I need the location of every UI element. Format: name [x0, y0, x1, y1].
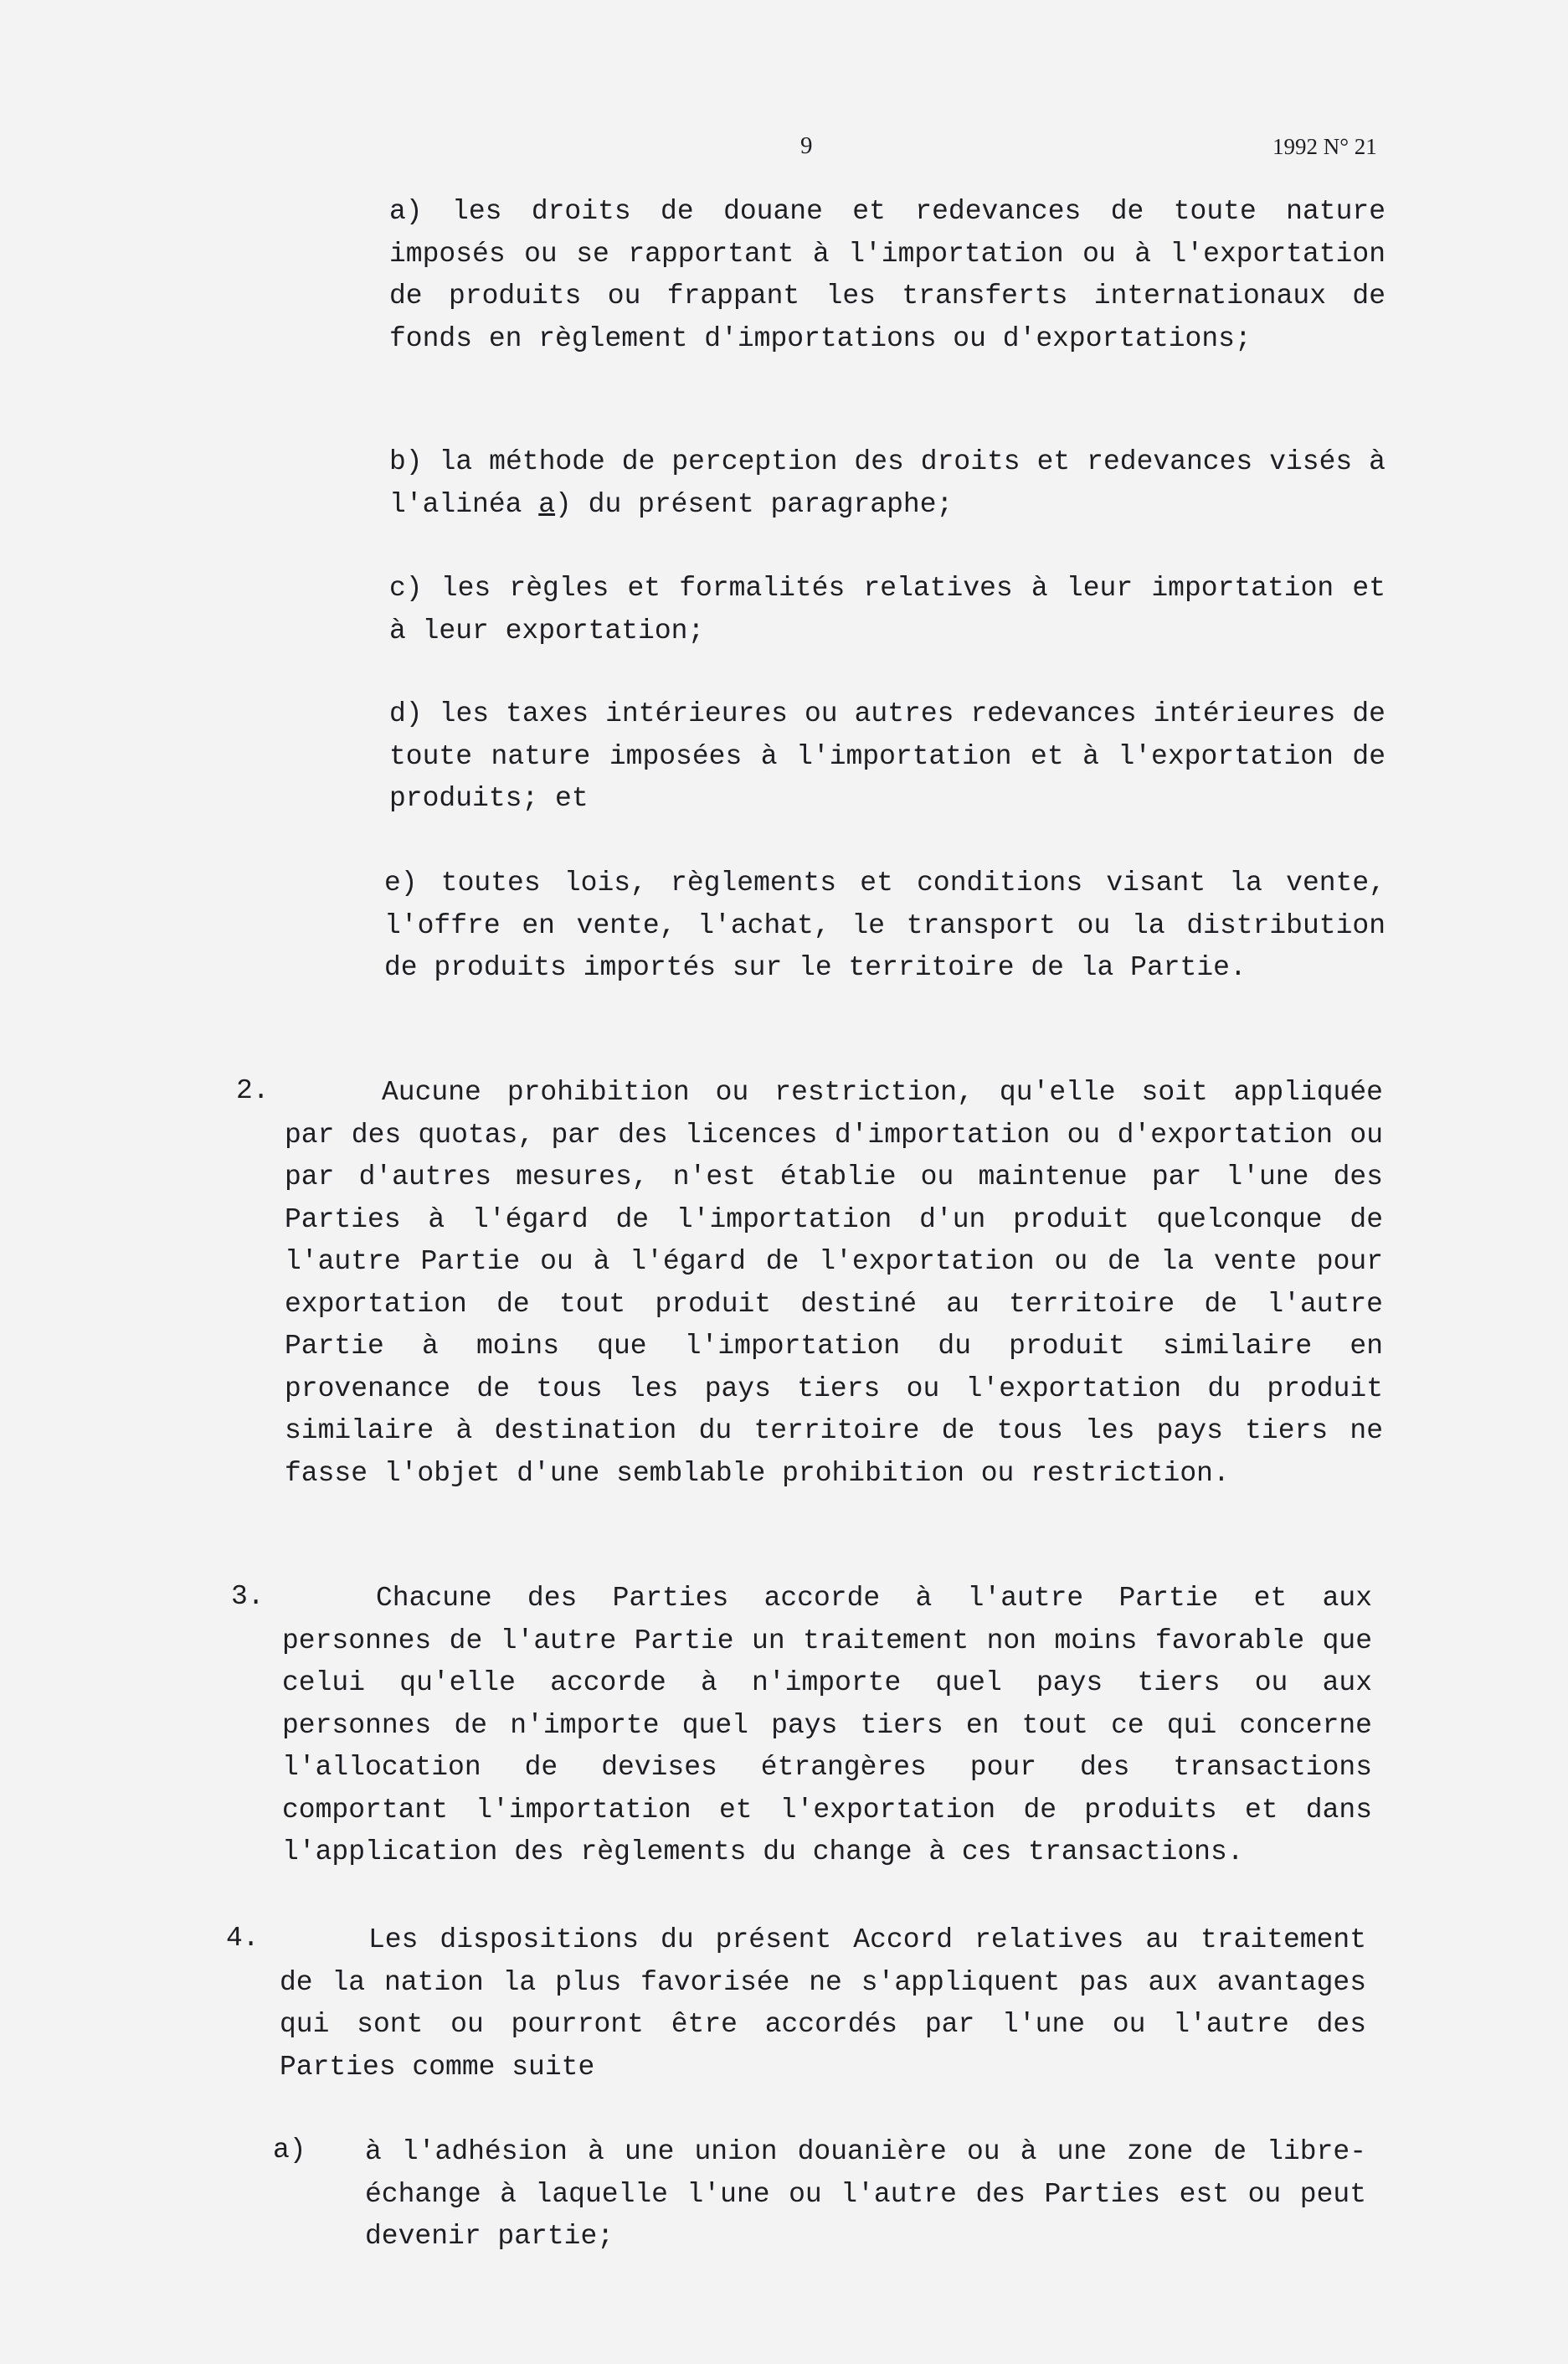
paragraph-4-item-a-letter: a) [273, 2135, 306, 2166]
item-a: a) les droits de douane et redevances de toute nature imposés ou se rapportant à l'importation ou à l'exportation de produits ou frappant les transferts internationaux de fonds en règlement d'importations ou d'exportations; [389, 196, 1385, 354]
item-b [389, 441, 1385, 526]
item-d: d) les taxes intérieures ou autres redevances intérieures de toute nature imposées à l'importation et à l'exportation de produits; et [389, 698, 1385, 814]
paragraph-2-number: 2. [236, 1075, 270, 1106]
page-number: 9 [800, 132, 813, 159]
paragraph-3: Chacune des Parties accorde à l'autre Partie et aux personnes de l'autre Partie un traitement non moins favorable que celui qu'elle accorde à n'importe quel pays tiers ou aux personnes de n'importe quel pays tiers en tout ce qui concerne l'allocation de devises étrangères pour des transactions comportant l'importation et l'exportation de produits et dans l'application des règlements du change à ces transactions. [282, 1583, 1372, 1867]
item-c: c) les règles et formalités relatives à leur importation et à leur exportation; [389, 573, 1385, 646]
paragraph-4: Les dispositions du présent Accord relatives au traitement de la nation la plus favorisée ne s'appliquent pas aux avantages qui sont ou pourront être accordés par l'une ou l'autre des Parties comme suite [280, 1924, 1366, 2083]
item-b-text: b) la méthode de perception des droits et redevances visés à l'alinéa [389, 446, 1385, 520]
paragraph-3-number: 3. [231, 1581, 265, 1612]
paragraph-4-number: 4. [226, 1923, 260, 1954]
item-e: e) toutes lois, règlements et conditions visant la vente, l'offre en vente, l'achat, le transport ou la distribution de produits importés sur le territoire de la Partie. [384, 868, 1385, 983]
paragraph-2: Aucune prohibition ou restriction, qu'elle soit appliquée par des quotas, par des licences d'importation ou d'exportation ou par d'autres mesures, n'est établie ou maintenue par l'une des Parties à l'égard de l'importation d'un produit quelconque de l'autre Partie ou à l'égard de l'exportation ou de la vente pour exportation de tout produit destiné au territoire de l'autre Partie à moins que l'importation du produit similaire en provenance de tous les pays tiers ou l'exportation du produit similaire à destination du territoire de tous les pays tiers ne fasse l'objet d'une semblable prohibition ou restriction. [285, 1077, 1383, 1489]
document-reference: 1992 N° 21 [1272, 134, 1377, 159]
paragraph-4-item-a: à l'adhésion à une union douanière ou à une zone de libre-échange à laquelle l'une ou l'autre des Parties est ou peut devenir partie; [365, 2136, 1366, 2252]
item-b-text-end: ) du présent paragraphe; [555, 488, 954, 520]
item-b-reference: a [538, 488, 556, 520]
